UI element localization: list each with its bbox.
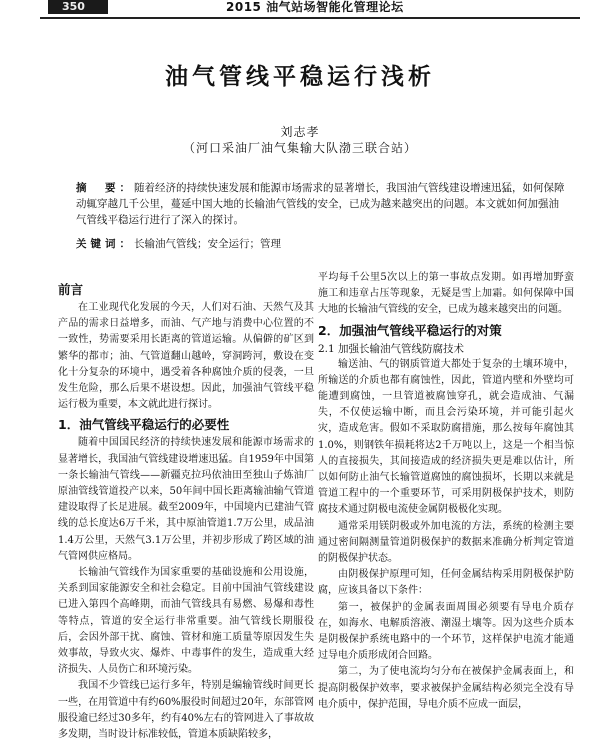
section-2-1-heading: 2.1 加强长输油气管线防腐技术: [318, 342, 465, 355]
section-2-paragraph-5: 第二，为了使电流均匀分布在被保护金属表面上，和提高阴极保护效率，要求被保护金属结构必须完全没有导电介质中，保护范围，导电介质不应成一面层，: [318, 666, 574, 710]
article-title: 油气管线平稳运行浅析: [165, 64, 435, 90]
continuation-paragraph: 平均每千公里5次以上的第一事故点发期。如再增加野蛮施工和违章占压等现象，无疑是雪上加霜。如何保障中国大地的长输油气管线的安全，已成为越来越突出的问题。: [318, 272, 574, 316]
section-2-paragraph-2: 通常采用镁阴极或外加电流的方法，系统的检测主要通过密间隔测量管道阴极保护的数据来准确分析判定管道的阴极保护状态。: [318, 520, 574, 565]
journal-title: 2015 油气站场智能化管理论坛: [226, 0, 404, 14]
preface-paragraph: 在工业现代化发展的今天，人们对石油、天然气及其产品的需求日益增多，而油、气产地与消费中心位置的不一致性，势需要采用长距离的管道运输。从偏僻的矿区到繁华的都市；油、气管道翻山越岭，穿洞跨河，敷设在变化十分复杂的环境中，遇受着各种腐蚀介质的侵袭，一旦发生危险，那么后果不堪设想。因此，加强油气管线平稳运行极为重要，本文就此进行探讨。: [58, 302, 314, 411]
section-2-paragraph-4: 第一，被保护的金属表面周围必须要有导电介质存在，如海水、电解质溶液、潮湿土壤等。因为这些介质本是阴极保护系统电路中的一个环节，这样保护电流才能通过导电介质形成闭合回路。: [318, 601, 574, 662]
keywords-text: 长输油气管线；安全运行；管理: [134, 238, 281, 250]
section-1-paragraph-2: 长输油气管线作为国家重要的基础设施和公用设施，关系到国家能源安全和社会稳定。目前中国油气管线建设已进入第四个高峰期，而油气管线具有易燃、易爆和毒性等特点，管道的安全运行非常重要。油气管线长期服役后，会因外部干扰、腐蚀、管材和施工质量等原因发生失效事故，导致火灾、爆炸、中毒事件的发生，造成重大经济损失、人员伤亡和环境污染。: [58, 567, 314, 676]
section-1-heading: 1．油气管线平稳运行的必要性: [58, 417, 230, 433]
abstract: [76, 180, 566, 228]
header-rule: [40, 17, 580, 19]
article-author: 刘志孝: [280, 125, 320, 139]
abstract-label: 摘 要：: [76, 182, 134, 194]
keywords-label: 关键词：: [76, 238, 134, 250]
section-2-paragraph-3: 由阴极保护原理可知，任何金属结构采用阴极保护防腐，应该具备以下条件：: [318, 569, 574, 597]
right-column: [318, 270, 574, 713]
section-2-paragraph-1: 输送油、气的钢质管道大都处于复杂的土壤环境中，所输送的介质也都有腐蚀性，因此，管道内壁和外壁均可能遭到腐蚀，一旦管道被腐蚀穿孔，就会造成油、气漏失，不仅使运输中断，而且会污染环境，并可能引起火灾，造成危害。假如不采取防腐措施，那么按每年腐蚀其1.0%，则钢铁年损耗将达2千万吨以上，这是一个相当惊人的直接损失，其间接造成的经济损失更是难以估计，所以如何防止油气长输管道腐蚀的腐蚀损坏，长期以来就是管道工程中的一个重要环节，可采用阴极保护技术，则防腐技术通过阴极电流使金属阴极极化实现。: [318, 358, 574, 516]
page-number: 350: [62, 0, 85, 13]
section-1-paragraph-1: 随着中国国民经济的持续快速发展和能源市场需求的显著增长，我国油气管线建设增速迅猛。自1959年中国第一条长输油气管线——新疆克拉玛依油田至独山子炼油厂原油管线管道投产以来，50年间中国长距离输油输气管道建设取得了长足进展。截至2009年，中国境内已建油气管线的总长度达6万千米，其中原油管道1.7万公里，成品油1.4万公里，天然气3.1万公里，并初步形成了跨区域的油气管网供应格局。: [58, 437, 314, 562]
preface-heading: 前言: [58, 282, 84, 297]
section-1-paragraph-3: 我国不少管线已运行多年，特别是编输管线时间更长一些，在用管道中有约60%服役时间超过20年，东部管网服役逾已经过30多年，约有40%左右的管网进入了事故故多发期，当时设计标准较低，管道本质缺陷较多，: [58, 680, 314, 741]
keywords: [76, 236, 566, 252]
left-column: [58, 278, 314, 743]
section-2-heading: 2．加强油气管线平稳运行的对策: [318, 322, 502, 338]
running-header: [0, 0, 600, 22]
abstract-text: 随着经济的持续快速发展和能源市场需求的显著增长，我国油气管线建设增速迅猛，如何保障动辄穿越几千公里，蔓延中国大地的长输油气管线的安全，已成为越来越突出的问题。本文就如何加强油气管线平稳运行进行了深入的探讨。: [76, 182, 565, 226]
article-affiliation: （河口采油厂油气集输大队渤三联合站）: [182, 141, 417, 155]
